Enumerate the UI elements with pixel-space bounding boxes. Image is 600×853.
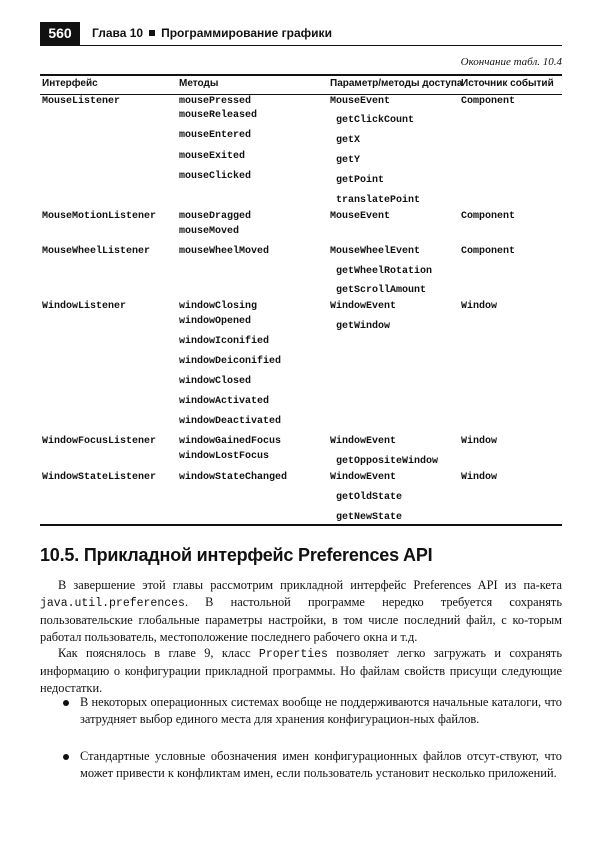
method-name: windowActivated	[179, 396, 270, 407]
bullet-icon	[63, 700, 69, 706]
event-param: WindowEvent	[330, 472, 397, 483]
column-header: Методы	[179, 78, 219, 89]
page-number: 560	[40, 22, 80, 45]
paragraph-text: . В настольной программе нередко требуется сохранять пользовательские глобальные параметры настройки, в том числе последний файл, с ко-торым работал пользователь, местоположение последнего рабочего окна и т.д.	[40, 595, 562, 644]
access-method: getOppositeWindow	[336, 456, 439, 467]
interface-name: WindowListener	[42, 301, 127, 312]
method-name: windowIconified	[179, 336, 270, 347]
event-param: MouseEvent	[330, 211, 391, 222]
access-method: getOldState	[336, 492, 403, 503]
method-name: mouseExited	[179, 151, 246, 162]
section-heading: 10.5. Прикладной интерфейс Preferences API	[40, 545, 433, 565]
inline-code: java.util.preferences	[40, 597, 185, 610]
access-method: getWheelRotation	[336, 266, 433, 277]
access-method: getClickCount	[336, 115, 415, 126]
method-name: mouseWheelMoved	[179, 246, 270, 257]
event-source: Component	[461, 246, 516, 257]
header-rule	[40, 45, 562, 46]
access-method: getY	[336, 155, 361, 166]
bullet-icon	[63, 754, 69, 760]
column-header: Источник событий	[461, 78, 554, 89]
table-bottom-rule	[40, 524, 562, 526]
method-name: mouseMoved	[179, 226, 240, 237]
method-name: windowClosed	[179, 376, 252, 387]
table-header	[40, 76, 562, 91]
inline-code: Properties	[258, 648, 328, 661]
method-name: windowDeactivated	[179, 416, 282, 427]
access-method: getWindow	[336, 321, 391, 332]
access-method: getScrollAmount	[336, 285, 427, 296]
table-caption: Окончание табл. 10.4	[460, 56, 562, 68]
event-source: Component	[461, 96, 516, 107]
event-param: MouseEvent	[330, 96, 391, 107]
column-header: Интерфейс	[42, 78, 98, 89]
method-name: windowOpened	[179, 316, 252, 327]
list-item: В некоторых операционных системах вообще не поддерживаются начальные каталоги, что затрудняет выбор единого места для хранения конфигурацион-ных файлов.	[80, 695, 562, 726]
method-name: mouseEntered	[179, 130, 252, 141]
running-head	[92, 24, 332, 42]
paragraph	[40, 577, 562, 646]
paragraph-text: Как пояснялось в главе 9, класс	[58, 646, 259, 660]
table-body	[40, 95, 562, 525]
listener-table	[40, 74, 562, 525]
chapter-label: Глава 10	[92, 26, 144, 40]
square-bullet-icon	[149, 30, 155, 36]
method-name: mouseClicked	[179, 171, 252, 182]
interface-name: WindowStateListener	[42, 472, 157, 483]
method-name: windowDeiconified	[179, 356, 282, 367]
access-method: getNewState	[336, 512, 403, 523]
event-source: Window	[461, 301, 498, 312]
interface-name: MouseWheelListener	[42, 246, 151, 257]
event-param: WindowEvent	[330, 301, 397, 312]
method-name: mouseDragged	[179, 211, 252, 222]
method-name: windowClosing	[179, 301, 258, 312]
paragraph	[40, 645, 562, 697]
column-header: Параметр/методы доступа	[330, 78, 463, 89]
interface-name: WindowFocusListener	[42, 436, 157, 447]
access-method: translatePoint	[336, 195, 421, 206]
event-param: MouseWheelEvent	[330, 246, 421, 257]
event-source: Window	[461, 436, 498, 447]
page-header	[40, 22, 562, 46]
method-name: windowGainedFocus	[179, 436, 282, 447]
chapter-title: Программирование графики	[161, 26, 332, 40]
access-method: getX	[336, 135, 361, 146]
method-name: mouseReleased	[179, 110, 258, 121]
paragraph-text: позволяет легко загружать и сохранять информацию о конфигурации прикладной программы. Но файлам свойств присущи следующие недостатки.	[40, 646, 562, 695]
method-name: mousePressed	[179, 96, 252, 107]
access-method: getPoint	[336, 175, 385, 186]
event-source: Window	[461, 472, 498, 483]
event-param: WindowEvent	[330, 436, 397, 447]
method-name: windowLostFocus	[179, 451, 270, 462]
paragraph-text: В завершение этой главы рассмотрим прикладной интерфейс Preferences API из па-кета	[58, 578, 562, 592]
list-item: Стандартные условные обозначения имен конфигурационных файлов отсут-ствуют, что может привести к конфликтам имен, если пользователь установит несколько приложений.	[80, 749, 562, 780]
event-source: Component	[461, 211, 516, 222]
interface-name: MouseMotionListener	[42, 211, 157, 222]
method-name: windowStateChanged	[179, 472, 288, 483]
interface-name: MouseListener	[42, 96, 121, 107]
